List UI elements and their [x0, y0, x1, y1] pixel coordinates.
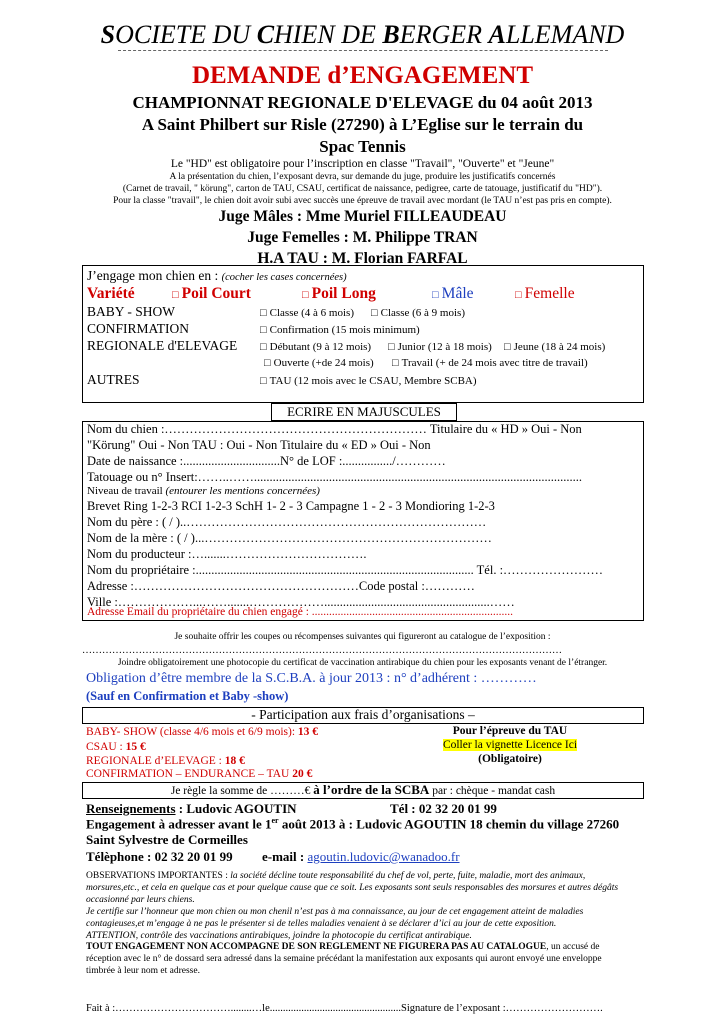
signature-line[interactable]: Fait à :……………………………........…le..................................................Signature de l’exposant :………………………. — [86, 1003, 603, 1014]
payment-text-1: Je règle la somme de ………€ — [170, 785, 314, 797]
contact-send-after: août 2013 à : Ludovic AGOUTIN 18 chemin du village 27260 — [278, 816, 620, 832]
fee-baby-show — [86, 726, 318, 738]
checkbox-ouverte[interactable] — [264, 357, 374, 369]
checkbox-poil-court[interactable] — [172, 285, 251, 303]
contact-info-name: : Ludovic AGOUTIN — [175, 801, 297, 816]
society-title — [0, 20, 725, 50]
autres-label: AUTRES — [87, 372, 140, 387]
main-title: DEMANDE d’ENGAGEMENT — [192, 62, 533, 89]
obs-label: OBSERVATIONS IMPORTANTES : — [86, 871, 231, 881]
fee-confirmation-price: 20 € — [292, 768, 313, 780]
engagement-intro-note: (cocher les cases concernées) — [221, 272, 347, 283]
contact-city: Saint Sylvestre de Cormeilles — [86, 832, 248, 847]
field-birth-date[interactable]: Date de naissance :...............................N° de LOF :................/………… — [87, 454, 446, 468]
membership-exception: (Sauf en Confirmation et Baby -show) — [86, 689, 289, 703]
travail-label: Travail (+ de 24 mois avec titre de travail) — [401, 357, 588, 369]
title-cap-b: B — [382, 20, 400, 49]
contact-tel: Tél : 02 32 20 01 99 — [390, 801, 497, 816]
prize-offer: Je souhaite offrir les coupes ou récompenses suivantes qui figureront au catalogue de l’exposition : — [174, 632, 551, 642]
obs-text-1: la société décline toute responsabilité du chef de vol, perte, fuite, maladie, mort des animaux, — [230, 871, 586, 881]
prize-dots[interactable]: ……………………………………………………………………………………………………………………………… — [82, 645, 562, 656]
fee-baby-show-label: BABY- SHOW (classe 4/6 mois et 6/9 mois): — [86, 726, 298, 738]
title-cap-c: C — [256, 20, 275, 49]
title-cap-s: S — [100, 20, 116, 49]
field-korung[interactable]: "Körung" Oui - Non TAU : Oui - Non Titulaire du « ED » Oui - Non — [87, 438, 431, 452]
receipt-line-2: timbrée à leur nom et adresse. — [86, 966, 200, 976]
fees-heading: - Participation aux frais d’organisations – — [251, 707, 475, 722]
warning-rest: , un accusé de — [546, 942, 600, 952]
judge-tau: H.A TAU : M. Florian FARFAL — [257, 250, 468, 267]
field-dog-name[interactable]: Nom du chien :……………………………………………………… Titulaire du « HD » Oui - Non — [87, 422, 582, 436]
title-rest-1: OCIETE DU — [115, 20, 257, 49]
subtitle-venue: Spac Tennis — [319, 137, 406, 156]
title-divider — [118, 50, 608, 51]
checkbox-jeune[interactable] — [504, 341, 605, 353]
contact-email-link[interactable]: agoutin.ludovic@wanadoo.fr — [307, 849, 460, 864]
poil-long-label: Poil Long — [311, 285, 376, 302]
contact-info — [86, 801, 297, 817]
membership-obligation: Obligation d’être membre de la S.C.B.A. à jour 2013 : n° d’adhérent : ………… — [86, 671, 537, 686]
debutant-label: Débutant (9 à 12 mois) — [269, 341, 372, 353]
jeune-label: Jeune (18 à 24 mois) — [513, 341, 606, 353]
contact-send-sup: er — [271, 816, 279, 825]
contact-phone: Télèphone : 02 32 20 01 99 — [86, 849, 233, 864]
fee-confirmation-label: CONFIRMATION – ENDURANCE – TAU — [86, 768, 293, 780]
tau-sticker-area[interactable] — [420, 739, 600, 751]
checkbox-confirmation[interactable] — [260, 324, 420, 336]
contact-send-before: Engagement à adresser avant le 1 — [86, 816, 272, 832]
field-producer[interactable]: Nom du producteur :….......……………………………. — [87, 547, 367, 561]
payment-text-2: par : chèque - mandat cash — [429, 785, 556, 797]
payment-line — [82, 782, 644, 798]
checkbox-tau[interactable] — [260, 375, 477, 387]
contact-email — [262, 849, 460, 865]
male-label: Mâle — [441, 285, 474, 302]
checkbox-baby-4-6[interactable] — [260, 307, 354, 319]
field-owner[interactable]: Nom du propriétaire :......................................................................................... Tél. :…………………… — [87, 563, 604, 577]
ouverte-label: Ouverte (+de 24 mois) — [273, 357, 374, 369]
contact-email-label: e-mail : — [262, 849, 308, 864]
vaccination-note: Joindre obligatoirement une photocopie du certificat de vaccination antirabique du chien pour les exposants venant de l’étranger. — [117, 658, 608, 668]
fee-regionale — [86, 755, 245, 767]
obs-line-5: contagieuses,et m’engage à ne pas le présenter si de telles maladies venaient à se déclarer d’ici au jour de cette exposition. — [86, 919, 557, 929]
variety-label: Variété — [87, 285, 135, 302]
title-rest-4: LLEMAND — [505, 20, 625, 49]
fee-csau-price: 15 € — [125, 741, 146, 753]
title-rest-3: ERGER — [399, 20, 489, 49]
subtitle-championship: CHAMPIONNAT REGIONALE D'ELEVAGE du 04 août 2013 — [132, 93, 593, 112]
baby-6-9-label: Classe (6 à 9 mois) — [380, 307, 465, 319]
checkbox-junior[interactable] — [388, 341, 492, 353]
checkbox-baby-6-9[interactable] — [371, 307, 465, 319]
field-tattoo[interactable]: Tatouage ou n° Insert:……..……......................................................................................................... — [87, 470, 583, 484]
confirmation-option-label: Confirmation (15 mois minimum) — [269, 324, 420, 336]
fee-confirmation — [86, 768, 312, 780]
work-level — [87, 485, 320, 497]
fee-baby-show-price: 13 € — [297, 726, 319, 738]
work-level-label: Niveau de travail — [87, 485, 166, 497]
note-travail-class: Pour la classe "travail", le chien doit avoir subi avec succès une épreuve de travail avec mordant (le TAU n’est pas pris en compte). — [113, 196, 612, 206]
warning-bold: TOUT ENGAGEMENT NON ACCOMPAGNE DE SON REGLEMENT NE FIGURERA PAS AU CATALOGUE — [86, 942, 547, 952]
obs-line-4: Je certifie sur l’honneur que mon chien ou mon chenil n’est pas à ma connaissance, au jour de cet engagement atteint de maladies — [86, 907, 584, 917]
tau-sticker-text: Coller la vignette Licence Ici — [442, 739, 578, 751]
engagement-intro-text: J’engage mon chien en : — [87, 268, 222, 283]
fee-csau-label: CSAU : — [86, 741, 126, 753]
note-documents: (Carnet de travail, " körung", carton de TAU, CSAU, certificat de naissance, pedigree, carte de tatouage, justificatif du "HD"). — [122, 184, 603, 194]
checkbox-travail[interactable] — [392, 357, 588, 369]
fee-regionale-label: REGIONALE d’ELEVAGE : — [86, 755, 225, 767]
subtitle-location: A Saint Philbert sur Risle (27290) à L’Eglise sur le terrain du — [141, 115, 584, 134]
title-cap-a: A — [488, 20, 506, 49]
checkbox-poil-long[interactable] — [302, 285, 376, 303]
obs-line-6: ATTENTION, contrôle des vaccinations antirabiques, joindre la photocopie du certificat antirabique. — [86, 931, 472, 941]
contact-send — [86, 816, 619, 832]
note-hd-required: Le "HD" est obligatoire pour l’inscription en classe "Travail", "Ouverte" et "Jeune" — [170, 158, 555, 170]
regionale-label: REGIONALE d'ELEVAGE — [87, 338, 238, 353]
field-city[interactable]: Ville :………………...…….......……………….....................................................…… — [87, 595, 515, 609]
field-brevet[interactable]: Brevet Ring 1-2-3 RCI 1-2-3 SchH 1- 2 - 3 Campagne 1 - 2 - 3 Mondioring 1-2-3 — [87, 499, 495, 513]
obs-line-1 — [86, 871, 585, 881]
warning-line — [86, 942, 599, 952]
fee-regionale-price: 18 € — [224, 755, 245, 767]
tau-sticker-title: Pour l’épreuve du TAU — [452, 725, 568, 737]
confirmation-label: CONFIRMATION — [87, 321, 190, 336]
female-label: Femelle — [524, 285, 575, 302]
contact-info-label: Renseignements — [86, 801, 176, 816]
checkbox-male[interactable] — [432, 285, 474, 303]
obs-line-3: occasionné par leurs chiens. — [86, 895, 195, 905]
title-rest-2: HIEN DE — [274, 20, 383, 49]
judge-males: Juge Mâles : Mme Muriel FILLEAUDEAU — [218, 208, 507, 225]
field-mother[interactable]: Nom de la mère : ( / )...…………………………………………………………… — [87, 531, 492, 545]
checkbox-debutant[interactable] — [260, 341, 371, 353]
fee-csau — [86, 741, 146, 753]
obs-line-2: morsures,etc., et cela en quelque cas et pour quelque cause que ce soit. Les exposants sont seuls responsables des morsures et autres dégâts — [86, 883, 619, 893]
baby-show-label: BABY - SHOW — [87, 304, 176, 319]
receipt-line-1: réception avec le n° de dossard sera adressé dans la semaine précédant la manifestation aux exposants qui auront envoyé une enveloppe — [86, 954, 602, 964]
payment-order: à l’ordre de la SCBA — [313, 782, 430, 797]
field-address[interactable]: Adresse :………………………………………………Code postal :………… — [87, 579, 475, 593]
checkbox-female[interactable] — [515, 285, 575, 303]
poil-court-label: Poil Court — [181, 285, 251, 302]
field-father[interactable]: Nom du père : ( / )..……………………………………………………………… — [87, 515, 487, 529]
form-heading: ECRIRE EN MAJUSCULES — [287, 404, 441, 419]
field-email[interactable]: Adresse Email du propriétaire du chien engagé : ...................................................................... — [87, 606, 514, 618]
baby-4-6-label: Classe (4 à 6 mois) — [269, 307, 354, 319]
work-level-note: (entourer les mentions concernées) — [165, 485, 320, 497]
junior-label: Junior (12 à 18 mois) — [397, 341, 492, 353]
tau-option-label: TAU (12 mois avec le CSAU, Membre SCBA) — [269, 375, 477, 387]
judge-females: Juge Femelles : M. Philippe TRAN — [247, 229, 478, 246]
tau-sticker-required: (Obligatoire) — [478, 753, 542, 765]
engagement-intro — [87, 268, 347, 284]
note-presentation: A la présentation du chien, l’exposant devra, sur demande du juge, produire les justificatifs concernés — [169, 172, 556, 182]
